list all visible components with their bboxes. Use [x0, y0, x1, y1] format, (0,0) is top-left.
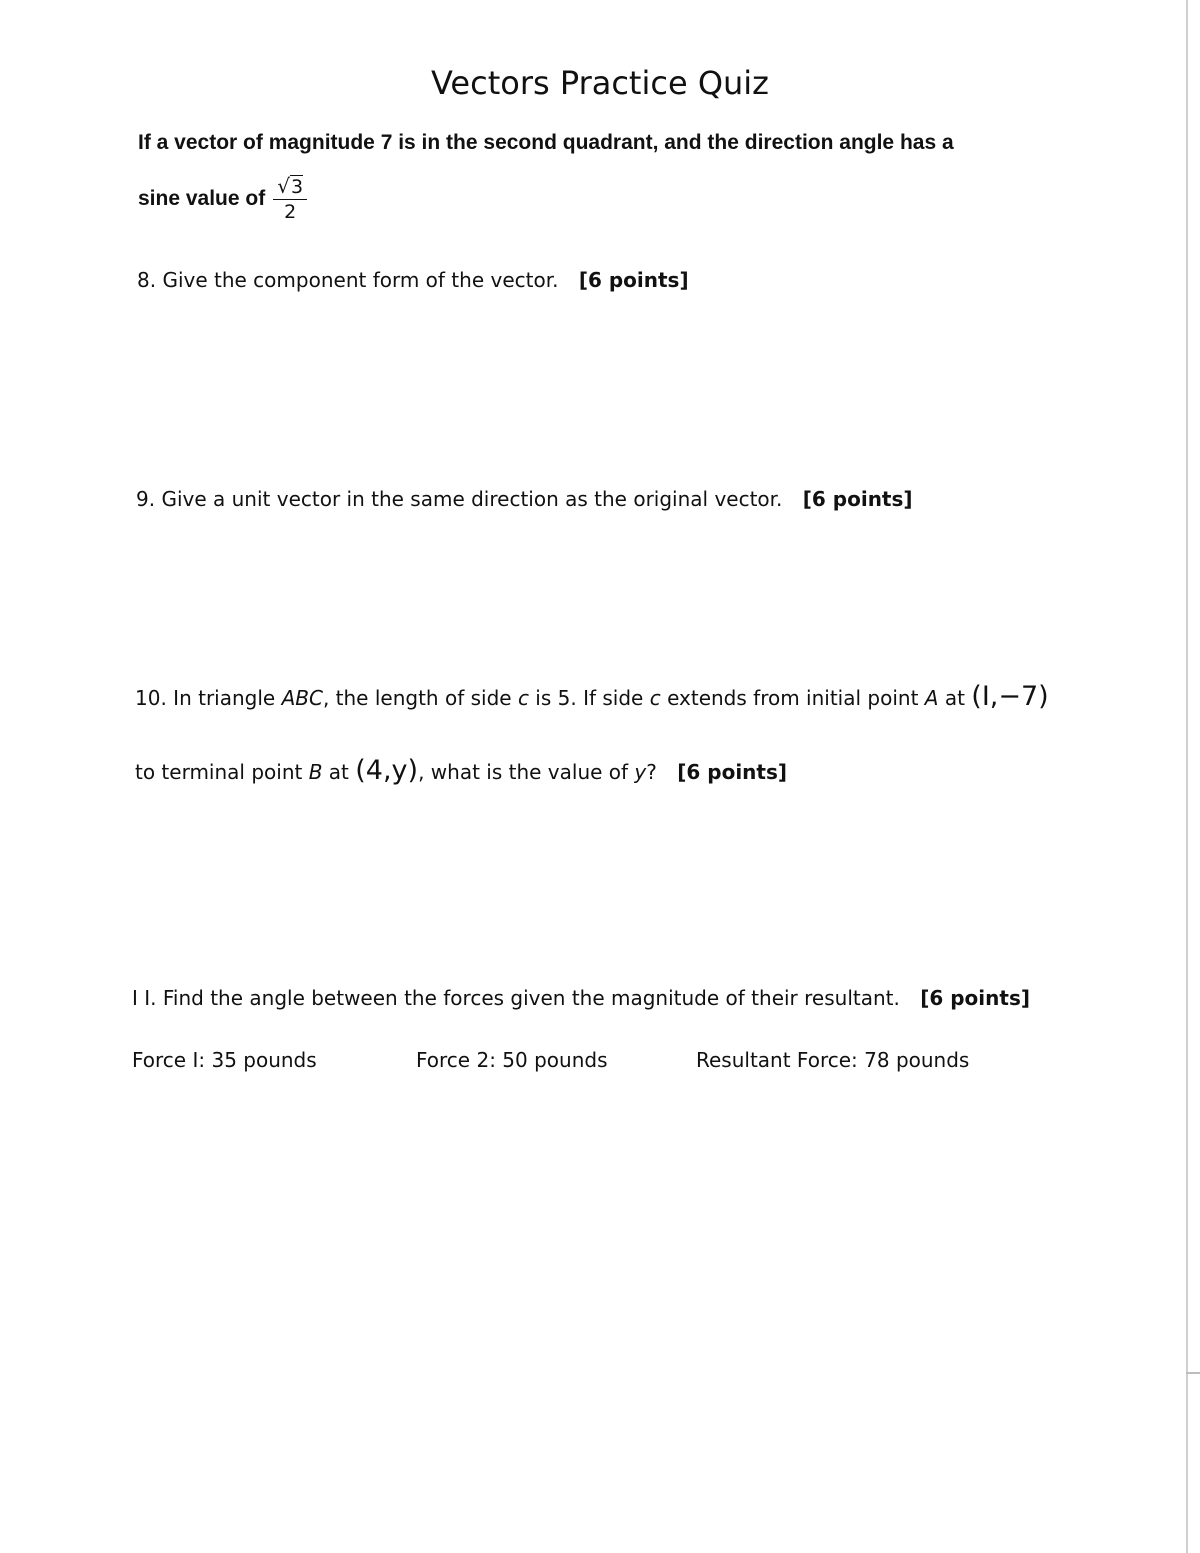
q10-point-b: (4,y) — [355, 755, 419, 786]
question-11 — [132, 986, 1030, 1010]
question-text: Give the component form of the vector. — [162, 268, 559, 292]
force-2: Force 2: 50 pounds — [416, 1048, 608, 1072]
q10-text: In triangle — [173, 686, 276, 710]
q10-text: extends from initial point — [667, 686, 919, 710]
question-10-line-1 — [135, 681, 1049, 712]
resultant-force: Resultant Force: 78 pounds — [696, 1048, 970, 1072]
q10-var-abc: ABC — [281, 686, 323, 710]
intro-line-1: If a vector of magnitude 7 is in the second quadrant, and the direction angle has a — [138, 131, 954, 154]
intro-line-2-text: sine value of — [138, 187, 266, 210]
q10-var-c: c — [649, 686, 661, 710]
q10-text: , what is the value of — [418, 760, 629, 784]
question-number: 8. — [137, 268, 157, 292]
page-title: Vectors Practice Quiz — [431, 64, 769, 102]
q10-var-c: c — [517, 686, 529, 710]
sine-fraction — [273, 176, 307, 222]
question-points: [6 points] — [677, 760, 788, 784]
q10-text: is 5. If side — [535, 686, 644, 710]
q10-text: ? — [646, 760, 657, 784]
question-number: 10. — [135, 686, 167, 710]
q10-text: , the length of side — [322, 686, 512, 710]
question-9 — [136, 487, 913, 511]
question-points: [6 points] — [920, 986, 1030, 1010]
question-10-line-2 — [135, 755, 787, 786]
radical-sign: √ — [277, 174, 290, 198]
scan-edge-line — [1186, 0, 1188, 1553]
question-number: 9. — [136, 487, 156, 511]
question-points: [6 points] — [802, 487, 913, 511]
intro-line-2 — [138, 176, 307, 222]
question-8 — [137, 268, 689, 292]
force-1: Force I: 35 pounds — [132, 1048, 317, 1072]
q10-text: at — [328, 760, 349, 784]
scan-edge-tick — [1186, 1372, 1200, 1374]
radicand: 3 — [290, 176, 304, 198]
question-text: Find the angle between the forces given the magnitude of their resultant. — [162, 986, 900, 1010]
fraction-numerator — [273, 176, 307, 200]
question-number: I I. — [132, 986, 157, 1010]
q10-var-y: y — [634, 760, 647, 784]
question-points: [6 points] — [578, 268, 689, 292]
q10-text: to terminal point — [135, 760, 303, 784]
q10-point-a: (I,−7) — [971, 681, 1049, 712]
q10-text: at — [944, 686, 965, 710]
question-text: Give a unit vector in the same direction as the original vector. — [161, 487, 783, 511]
q10-var-b: B — [308, 760, 323, 784]
q10-var-a: A — [924, 686, 939, 710]
fraction-denominator: 2 — [284, 201, 297, 223]
